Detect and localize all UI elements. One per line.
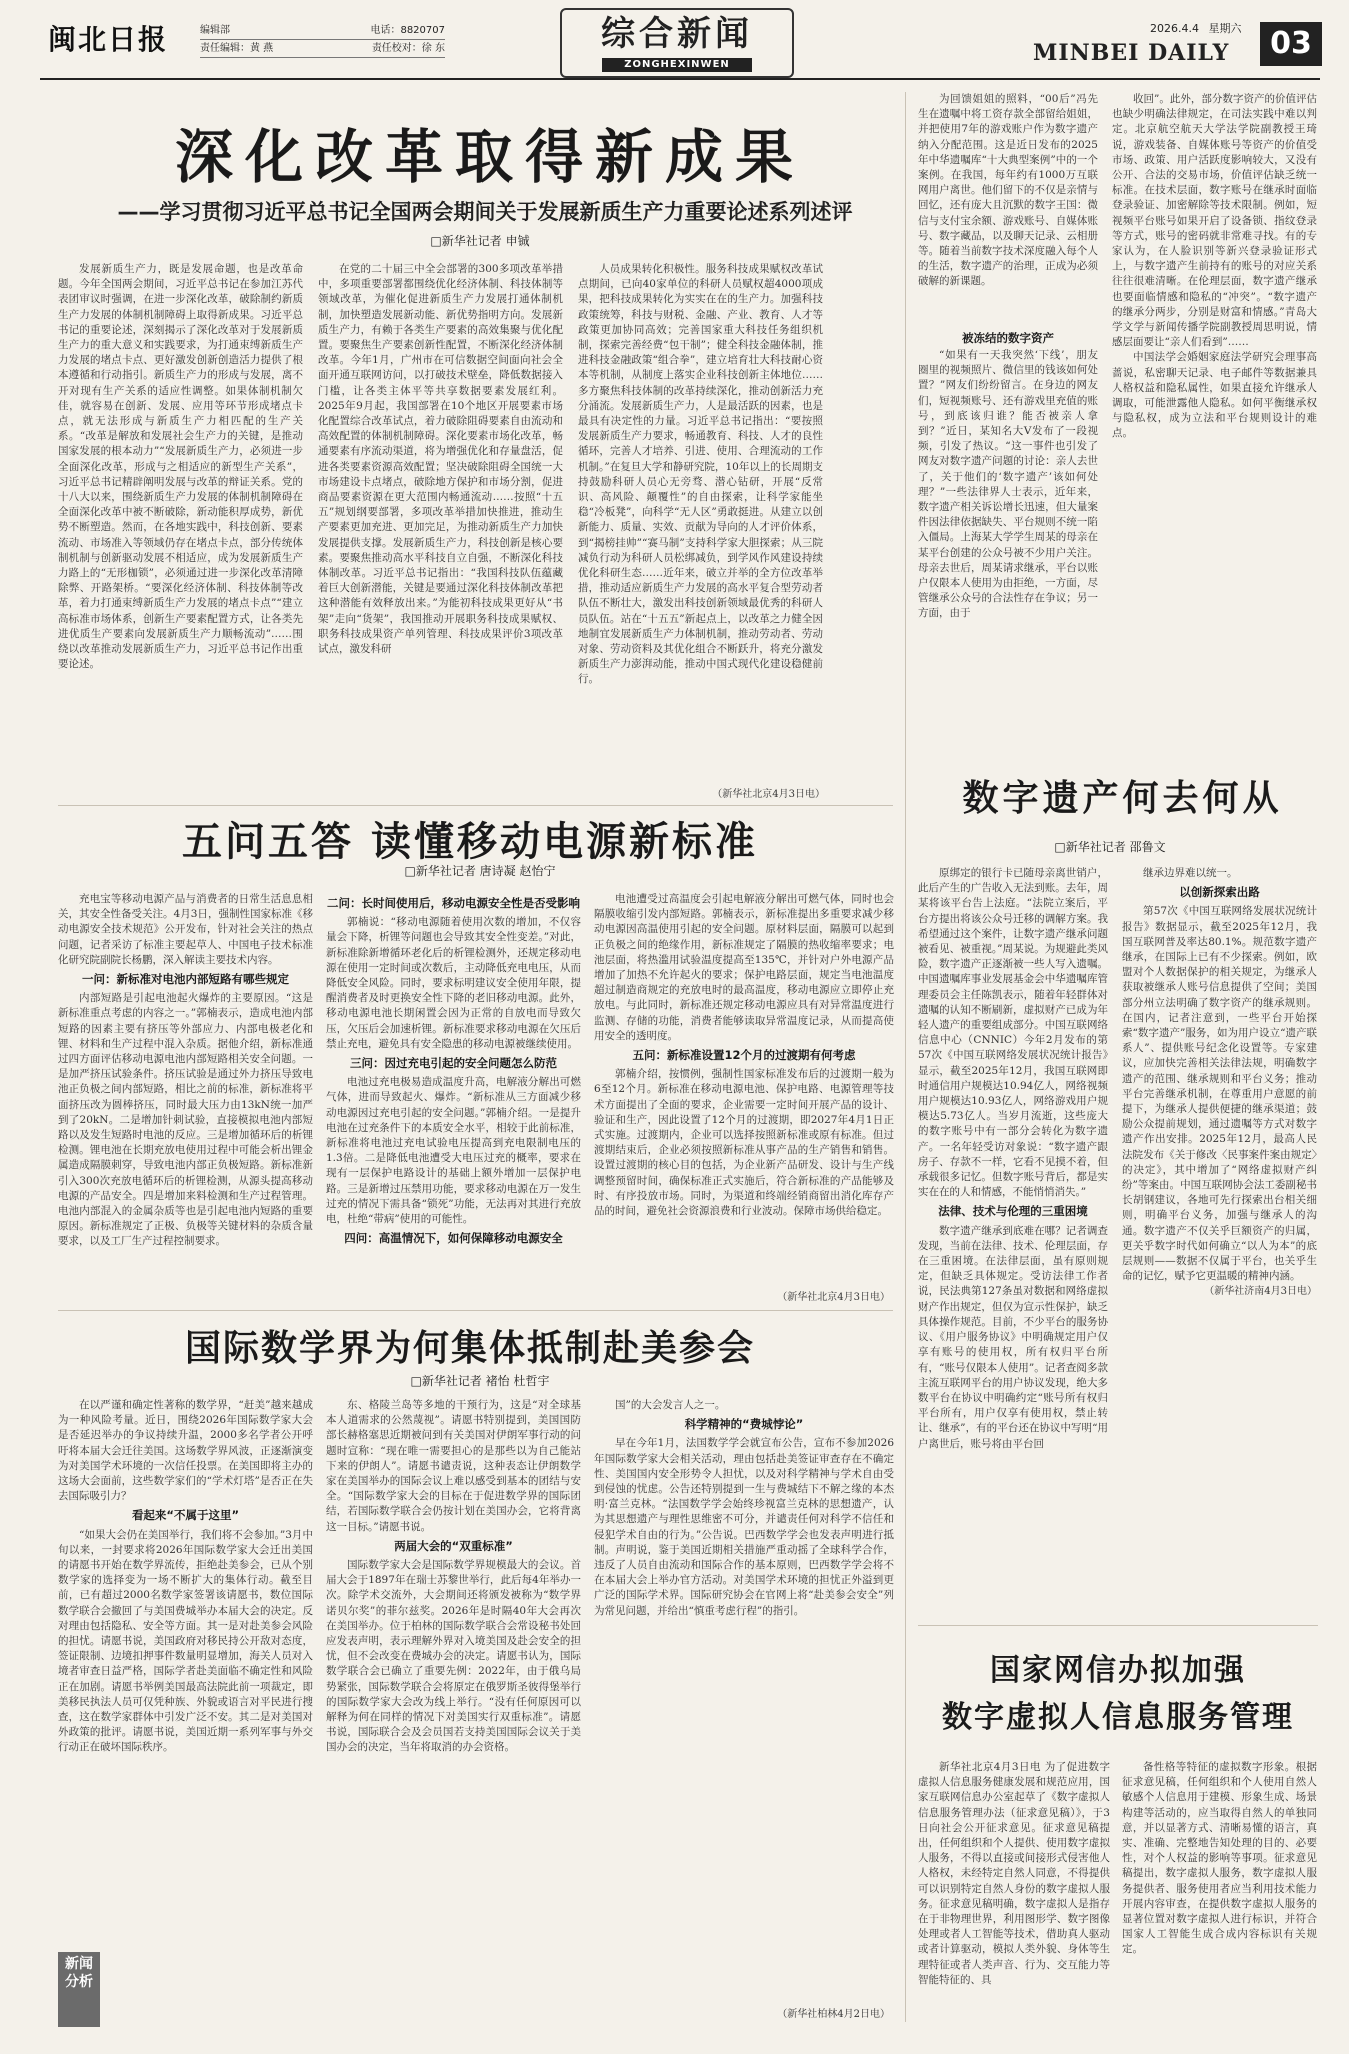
article-powerbank-intro: 充电宝等移动电源产品与消费者的日常生活息息相关，其安全性备受关注。4月3日，强制性国家标准《移动电源安全技术规范》公开发布，针对社会关注的热点问题，记者采访了标准主要起草人、中国电子技术标准化研究院副院长杨鹏，深入解读主要技术内容。	[58, 893, 313, 966]
article-virtual-col2-text: 备性格等特征的虚拟数字形象。根据征求意见稿，任何组织和个人使用自然人敏感个人信息用于建模、形象生成、场景构建等活动的，应当取得自然人的单独同意，并以显著方式、清晰易懂的语言，真实、准确、完整地告知处理的目的、必要性，对个人权益的影响等事项。征求意见稿提出，数字虚拟人服务，数字虚拟人服务提供者、服务使用者应当利用技术能力开展内容审查，在提供数字虚拟人服务的显著位置对数字虚拟人进行标识，并符合国家人工智能生成合成内容标识有关规定。	[1122, 1761, 1317, 1956]
article-reform-col1	[58, 262, 303, 797]
article-math-sub3: 科学精神的“费城悖论”	[684, 1417, 804, 1432]
article-reform-col3-text: 人员成果转化积极性。服务科技成果赋权改革试点期间，已向40家单位的科研人员赋权超4000项成果，把科技成果转化为实实在在的生产力。加强科技政策统筹，科技与财税、金融、产业、教育、人才等政策更加协同高效；完善国家重大科技任务组织机制，探索完善经费“包干制”；健全科技金融体制，推进科技金融政策“组合拳”，建立培育壮大科技耐心资本等机制，从制度上落实企业科技创新主体地位……多方聚焦科技体制的改革持续深化，推动创新活力充分涌流。发展新质生产力，人是最活跃的因素，也是最具有决定性的力量。习近平总书记指出：“要按照发展新质生产力要求，畅通教育、科技、人才的良性循环，完善人才培养、引进、使用、合理流动的工作机制。”在复旦大学和静研究院，10年以上的长周期支持鼓励科研人员心无旁骛、潜心钻研，开展“反常识、高风险、颠覆性”的自由探索，让科学家能坐稳“冷板凳”，向科学“无人区”勇敢挺进。从建立以创新能力、质量、实效、贡献为导向的人才评价体系，到“揭榜挂帅”“赛马制”支持科学家大胆探索；从三院减负行动为科研人员松绑减负，到学风作风建设持续优化科研生态……近年来，破立并举的全方位改革举措，推动适应新质生产力发展的高水平复合型劳动者队伍不断壮大，激发出科技创新领域最优秀的科研人员队伍。站在“十五五”新起点上，以改革之力健全因地制宜发展新质生产力体制机制，推动劳动者、劳动对象、劳动资料及其优化组合不断跃升，将充分激发新质生产力澎湃动能，推动中国式现代化建设稳健前行。	[578, 263, 823, 686]
article-powerbank-q3: 三问：因过充电引起的安全问题怎么防范	[350, 1056, 557, 1071]
article-digital-sub3: 以创新探索出路	[1179, 885, 1260, 900]
article-powerbank-q5: 五问：新标准设置12个月的过渡期有何考虑	[632, 1048, 856, 1063]
article-digital-sub1: 被冻结的数字资产	[962, 331, 1054, 345]
masthead-info	[200, 22, 445, 58]
section-pinyin: ZONGHEXINWEN	[602, 58, 752, 72]
section-title: 综合新闻	[601, 14, 753, 54]
article-powerbank-col3b: 郭楠介绍，按惯例，强制性国家标准发布后的过渡期一般为6至12个月。新标准在移动电源电池、保护电路、电源管理等技术方面提出了全面的要求，企业需要一定时间开展产品的设计、验证和生产，因此设置了12个月的过渡期，即2027年4月1日正式实施。过渡期内，企业可以选择按照新标准或原有标准。但过渡期结束后，企业必须按照新标准从事产品的生产销售和销售。设置过渡期的核心目的包括，为企业新产品研发、设计与生产线调整预留时间，确保标准正式实施后，符合新标准的产品能够及时、有序投放市场。同时，为渠道和终端经销商留出消化库存产品的时间，避免社会资源浪费和行业波动。保障市场供给稳定。	[594, 1068, 894, 1218]
article-reform-subtitle: ——学习贯彻习近平总书记全国两会期间关于发展新质生产力重要论述系列述评	[117, 200, 853, 224]
article-math-col3a-text: 国”的大会发言人之一。	[615, 1399, 726, 1411]
page-number: 03	[1260, 22, 1322, 66]
article-powerbank-col3a: 电池遭受过高温度会引起电解液分解出可燃气体，同时也会隔膜收缩引发内部短路。郭楠表示，新标准提出多重要求减少移动电源因高温使用引起的安全问题。原材料层面，隔膜可以起到正负极之间的绝缘作用，新标准规定了隔膜的热收缩率要求；电池层面，将热滥用试验温度提高至135℃，并针对户外电源产品增加了加热不允许起火的要求；保护电路层面，规定当电池温度超过制造商规定的充放电时的最高温度，移动电源应立即停止充放电。与此同时，新标准还规定移动电源应具有对异常温度进行监测、存储的功能，消费者能够读取异常温度记录，从而提高使用安全的透明度。	[594, 893, 894, 1042]
article-math-col1b-text: “如果大会仍在美国举行，我们将不会参加。”3月中旬以来，一封要求将2026年国际数学家大会迁出美国的请愿书开始在数学界流传，拒绝赴美参会，已从个别数学家的选择变为一场不断扩大的集体行动。截至目前，已有超过2000名数学家签署该请愿书，数位国际数学联合会撤回了与美国费城举办本届大会的决定。反对理由包括隐私、安全等方面。其一是对赴美参会风险的担忧。请愿书说，美国政府对移民持公开敌对态度，签证限制、边境扣押事件数量明显增加，海关人员对入境者审查日益严格，国际学者赴美面临不确定性和风险正在加剧。请愿书举例美国最高法院此前一项裁定，即美移民执法人员可仅凭种族、外貌或语言对平民进行搜查，这在数学家群体中引发广泛不安。其二是对美国对外政策的批评。请愿书说，美国近期一系列军事与外交行动正在破坏国际秩序。	[58, 1528, 313, 1754]
article-virtual-rule	[918, 1625, 1318, 1626]
news-analysis-label: 新闻分析	[65, 1956, 93, 1990]
article-powerbank-title: 五问五答 读懂移动电源新标准	[182, 819, 758, 865]
article-powerbank-byline: □新华社记者 唐诗凝 赵怡宁	[404, 864, 556, 878]
article-reform-col3	[578, 262, 823, 782]
masthead-editor: 责任编辑：黄 燕	[200, 43, 274, 54]
article-reform-dateline: （新华社北京4月3日电）	[712, 789, 825, 800]
article-virtual-col2	[1122, 1760, 1317, 2025]
masthead-meta-label: 编辑部	[200, 25, 230, 36]
issue-date: 2026.4.4	[1150, 22, 1199, 35]
article-powerbank-dateline: （新华社北京4月3日电）	[777, 1292, 890, 1303]
article-reform-col2-text: 在党的二十届三中全会部署的300多项改革举措中，多项重要部署都围绕优化经济体制、科技体制等领域改革，为催化促进新质生产力发展打通体制机制，加快塑造发展新动能、新优势指明方向。发展新质生产力，有赖于各类生产要素的高效集聚与优化配置。要聚焦生产要素创新性配置，不断深化经济体制改革。今年1月，广州市在可信数据空间面向社会全面开通互联网访问，以打破技术壁垒，降低数据接入门槛，让各类主体平等共享数据要素发展红利。2025年9月起，我国部署在10个地区开展要素市场化配置综合改革试点，着力破除阻碍要素自由流动和高效配置的体制机制障碍。深化要素市场化改革，畅通要素有序流动渠道，将为增强优化和存量盘活，促进各类要素资源高效配置；坚决破除阻碍全国统一大市场建设卡点堵点，破除地方保护和市场分割，促进商品要素资源在更大范围内畅通流动……按照“十五五”规划纲要部署，多项改革举措加快推进，推动生产要素更加充进、更加完足，为推动新质生产力加快发展提供支撑。发展新质生产力，科技创新是核心要素。要聚焦推动高水平科技自立自强，不断深化科技体制改革。习近平总书记指出：“我国科技队伍蕴藏着巨大创新潜能，关键是要通过深化科技体制改革把这种潜能有效释放出来。”为能初科技成果更好从“书架”走向“货架”，我国推动开展职务科技成果赋权、职务科技成果资产单列管理、科技成果评价3项改革试点，激发科研	[318, 263, 563, 656]
article-reform-col1-text: 发展新质生产力，既是发展命题，也是改革命题。今年全国两会期间，习近平总书记在参加江苏代表团审议时强调，在进一步深化改革，破除制约新质生产力发展的体制机制障碍上取得新成果。习近平总书记的重要论述，深刻揭示了深化改革对于发展新质生产力的重大意义和实践要求，为打通束缚新质生产力发展的堵点卡点、更好激发创新创造活力提供了根本遵循和行动指引。新质生产力的形成与发展，离不开对现有生产关系的适应性调整。如果体制机制欠佳，就容易在创新、发展、应用等环节形成堵点卡点，就无法形成与新质生产力相匹配的生产关系。“改革是解放和发展社会生产力的关键，是推动国家发展的根本动力”“发展新质生产力，必须进一步全面深化改革，形成与之相适应的新型生产关系”，习近平总书记精辟阐明发展与改革的辩证关系。党的十八大以来，围绕新质生产力发展的体制机制障碍在全面深化改革中被不断破除，新动能积厚成势，新优势不断塑造。然而，在各地实践中，科技创新、要素流动、市场准入等领域仍存在堵点卡点，部分传统体制机制与创新驱动发展不相适应，成为发展新质生产力路上的“无形枷锁”，必须通过进一步深化改革清障除弊、开路架桥。“要深化经济体制、科技体制等改革，着力打通束缚新质生产力发展的堵点卡点”“建立高标准市场体系，创新生产要素配置方式，让各类先进优质生产要素向发展新质生产力顺畅流动”……围绕以改革推动发展新质生产力，习近平总书记作出重要论述。	[58, 263, 303, 671]
article-powerbank-q4: 四问：高温情况下，如何保障移动电源安全	[344, 1231, 563, 1246]
article-digital-col-c1	[1112, 92, 1317, 732]
article-math-col2	[326, 1398, 581, 2023]
article-math-title: 国际数学界为何集体抵制赴美参会	[184, 1328, 755, 1369]
article-powerbank-col2b: 电池过充电极易造成温度升高，电解液分解出可燃气体，进而导致起火、爆炸。“新标准从三方面减少移动电源因过充电引起的安全问题。”郭楠介绍。一是提升电池在过充条件下的本质安全水平，相较于此前标准，新标准将电池过充电试验电压提高到充电限制电压的1.3倍。二是降低电池遭受大电压过充的概率，要求在现有一层保护电路设计的基础上额外增加一层保护电路。三是新增过压禁用功能，要求移动电源在万一发生过充的情况下需具备“锁死”功能，无法再对其进行充放电，杜绝“带病”使用的可能性。	[326, 1076, 581, 1226]
article-powerbank-col1	[58, 892, 313, 1302]
article-powerbank-col1b: 内部短路是引起电池起火爆炸的主要原因。“这是新标准重点考虑的内容之一。”郭楠表示，造成电池内部短路的因素主要有挤压等外部应力、内部电极老化和锂、材料和生产过程中混入杂质。据他介绍，新标准通过四方面评估移动电源电池内部短路相关安全问题。一是加严挤压试验条件。挤压试验是通过外力挤压导致电池正负极之间内部短路，相比之前的标准，新标准将平面挤压改为圆棒挤压，同时最大压力由13kN统一加严到了20kN。二是增加针刺试验，直接模拟电池内部短路以及发生短路时电池的反应。三是增加循环后的析锂检测。锂电池在长期充放电使用过程中可能会析出锂金属造成隔膜刺穿，导致电池内部正负极短路。新标准新引入300次充放电循环后的析锂检测，从源头提高移动电源的产品安全。四是增加来料检测和生产过程管理。电池内部混入的金属杂质等也是引起电池内短路的重要原因。新标准规定了正极、负极等关键材料的杂质含量要求，以及工厂生产过程控制要求。	[58, 992, 313, 1248]
article-virtual-col1-text: 新华社北京4月3日电 为了促进数字虚拟人信息服务健康发展和规范应用，国家互联网信息办公室起草了《数字虚拟人信息服务管理办法（征求意见稿）》，于3日向社会公开征求意见。征求意见稿提出，任何组织和个人提供、使用数字虚拟人服务，不得以直接或间接形式侵害他人人格权，未经特定自然人同意，不得提供可以识别特定自然人身份的数字虚拟人服务。征求意见稿明确，数字虚拟人是指存在于非物理世界，利用图形学、数字图像处理或者人工智能等技术，借助真人驱动或者计算驱动，模拟人类外貌、身体等生理特征或者人类声音、行为、交互能力等智能特征的、具	[918, 1761, 1110, 1986]
article-digital-col-c4-text: 第57次《中国互联网络发展状况统计报告》数据显示，截至2025年12月，我国互联网普及率达80.1%。规范数字遗产继承，在国际上已有不少探索。例如，欧盟对个人数据保护的相关规定，为继承人获取被继承人账号信息提供了空间；美国部分州立法明确了数字资产的继承规则。在国内，记者注意到，一些平台开始探索“数字遗产”服务，如为用户设立“遗产联系人”、提供账号纪念化设置等。专家建议，应加快完善相关法律法规，明确数字遗产的范围、继承规则和平台义务；推动平台完善继承机制，在尊重用户意愿的前提下，为继承人提供便捷的继承渠道；鼓励公众提前规划，通过遗嘱等方式对数字遗产作出安排。2025年12月，最高人民法院发布《关于修改〈民事案件案由规定〉的决定》，其中增加了“网络虚拟财产纠纷”等案由。中国互联网协会法工委副秘书长胡钢建议，各地可先行探索出台相关细则，明确平台义务，加强与继承人的沟通。数字遗产不仅关乎巨额资产的归属，更关乎数字时代如何确立“以人为本”的底层规则——数据不仅属于平台，也关乎生命的记忆，赋予它更温暖的精神内涵。	[1122, 905, 1317, 1283]
masthead-phone: 电话：8820707	[370, 25, 445, 36]
article-digital-col-c3-text: 继承边界难以统一。	[1143, 867, 1238, 879]
article-powerbank-q1: 一问：新标准对电池内部短路有哪些规定	[82, 972, 289, 987]
article-math-sub1: 看起来“不属于这里”	[131, 1508, 240, 1523]
article-reform-col2	[318, 262, 563, 797]
issue-weekday: 星期六	[1208, 22, 1242, 35]
article-powerbank-rule	[58, 805, 893, 806]
article-digital-col-a-text: “如果有一天我突然‘下线’，朋友圈里的视频照片、微信里的钱该如何处置？”网友们纷纷留言。在身边的网友们，短视频账号、还有游戏里充值的账号，到底该归谁？能否被亲人拿到？”近日，某知名大V发布了一段视频，引发了热议。“这一事件也引发了网友对数字遗产问题的讨论：亲人去世了，关于他们的‘数字遗产’该如何处理？”一些法律界人士表示，近年来，数字遗产相关诉讼增长迅速，但大量案件因法律依据缺失、平台规则不统一陷入僵局。上海某大学学生周某的母亲在某平台创建的公众号被不少用户关注。母亲去世后，周某请求继承，平台以账户仅限本人使用为由拒绝，一方面，尽管继承公众号的合法性存在争议；另一方面，由于	[918, 349, 1098, 620]
article-powerbank-col2	[326, 892, 581, 1302]
article-math-col3b-text: 早在今年1月，法国数学学会就宣布公告，宣布不参加2026年国际数学家大会相关活动，理由包括赴美签证审查存在不确定性、美国国内安全形势令人担忧，以及对科学精神与学术自由受到侵蚀的忧虑。公告还特别提到一生与费城结下不解之缘的本杰明·富兰克林。“法国数学学会始终珍视富兰克林的思想遗产，认为其思想遗产与理性思维密不可分，并谴责任何对科学不信任和侵犯学术自由的行为。”公告说。巴西数学学会也发表声明进行抵制。声明说，鉴于美国近期相关措施严重动摇了全球科学合作，违反了人员自由流动和国际合作的基本原则，巴西数学学会将不在本届大会上举办官方活动。对美国学术环境的担忧正外溢到更广泛的国际学术界。国际研究协会在官网上将“赴美参会安全”列为常见问题，并给出“慎重考虑行程”的指引。	[594, 1437, 894, 1617]
article-digital-top-text: 为回馈姐姐的照料，“00后”冯先生在遗嘱中将工资存款全部留给姐姐，并把使用7年的游戏账户作为数字遗产纳入分配范围。这是近日发布的2025年中华遗嘱库“十大典型案例”中的一个案例。在我国，每年约有1000万互联网用户离世。他们留下的不仅是亲情与回忆，还有庞大且沉默的数字王国：微信与支付宝余额、游戏账号、自媒体账号、数字藏品，以及聊天记录、云相册等。随着当前数字技术深度融入每个人的生活，数字遗产的治理，正成为必须破解的新课题。	[918, 93, 1098, 288]
article-digital-sub2: 法律、技术与伦理的三重困境	[938, 1204, 1088, 1219]
article-virtual-title-1: 国家网信办拟加强	[990, 1653, 1246, 1688]
article-powerbank-col2a: 郭楠说：“移动电源随着使用次数的增加，不仅容量会下降，析锂等问题也会导致其安全性变差。”对此，新标准除新增循环老化后的析锂检测外，还规定移动电源在使用一定时间或次数后，主动降低充电电压，从而降低安全风险。同时，要求标明建议安全使用年限，提醒消费者及时更换安全性下降的老旧移动电源。此外，移动电源电池长期闲置会因为正常的自放电而导致欠压，欠压后会加速析锂。新标准要求移动电源在欠压后禁止充电，避免具有安全隐患的移动电源被继续使用。	[326, 916, 581, 1050]
article-digital-col-b1-text: 原绑定的银行卡已随母亲离世销户，此后产生的广告收入无法到账。去年，周某将该平台告上法庭。“法院立案后，平台方提出将该公众号迁移的调解方案。我希望通过这个案件，让数字遗产继承问题被看见、被重视。”周某说。为规避此类风险，数字遗产正逐渐被一些人写入遗嘱。中国遗嘱库事业发展基金会中华遗嘱库管理委员会主任陈凯表示，随着年轻群体对遗嘱的认知不断刷新，虚拟财产已成为年轻人遗产的重要组成部分。中国互联网络信息中心（CNNIC）今年2月发布的第57次《中国互联网络发展状况统计报告》显示，截至2025年12月，我国互联网即时通信用户规模达10.94亿人，网络视频用户规模达10.93亿人，网络游戏用户规模达5.73亿人。当岁月流逝，这些庞大的数字账号中有一部分会转化为数字遗产。一名年轻受访对象说：“数字遗产跟房子、存款不一样，它看不见摸不着，但承载很多记忆。但数字账号背后，都是实实在在的人和情感，不能悄悄消失。”	[918, 867, 1108, 1199]
masthead	[0, 0, 1349, 80]
article-virtual-title-2: 数字虚拟人信息服务管理	[942, 1700, 1294, 1735]
article-digital-col-b2-text: 数字遗产继承到底难在哪？记者调查发现，当前在法律、技术、伦理层面，存在三重困境。在法律层面，虽有原则规定，但缺乏具体规定。受访法律工作者说，民法典第127条虽对数据和网络虚拟财产作出规定，但仅为宣示性保护，缺乏具体操作规范。目前，不少平台的服务协议、《用户服务协议》中明确规定用户仅享有账号的使用权，所有权归平台所有，“账号仅限本人使用”。记者查阅多款主流互联网平台的用户协议发现，绝大多数平台在协议中明确约定“账号所有权归平台所有，用户仅享有使用权，禁止转让、继承”，有的平台还在协议中写明“用户离世后，账号将由平台回	[918, 1224, 1108, 1450]
news-analysis-box	[58, 1952, 100, 2027]
article-math-dateline: （新华社柏林4月2日电）	[777, 2009, 890, 2020]
issue-date-row	[1150, 20, 1241, 36]
article-digital-col-c	[1122, 866, 1317, 1606]
article-digital-title: 数字遗产何去何从	[962, 778, 1283, 819]
article-math-col1	[58, 1398, 313, 1943]
article-powerbank-col3	[594, 892, 894, 1287]
article-math-col2b-text: 国际数学家大会是国际数学界规模最大的会议。首届大会于1897年在瑞士苏黎世举行，此后每4年举办一次。除学术交流外，大会期间还将颁发被称为“数学界诺贝尔奖”的菲尔兹奖。2026年是时隔40年大会再次在美国举办。位于柏林的国际数学联合会常设秘书处回应发表声明，表示理解外界对入境美国及赴会安全的担忧，但不会改变在费城办会的决定。请愿书认为，国际数学联合会已确立了重要先例：2022年，由于俄乌局势紧张，国际数学联合会将原定在俄罗斯圣彼得堡举行的国际数学家大会改为线上举行。“没有任何原因可以解释为何在同样的情况下对美国实行双重标准”。请愿书说，国际联合会及会员国若支持美国国际会议关于美国办会的决定，当年将取消的办会资格。	[326, 1559, 581, 1754]
article-digital-byline: □新华社记者 邵鲁文	[1054, 840, 1166, 854]
column-divider	[905, 92, 906, 2022]
article-digital-col-c1-text: 收回”。此外，部分数字资产的价值评估也缺少明确法律规定，在司法实践中难以判定。北京航空航天大学法学院副教授王琦说，游戏装备、自媒体账号等资产的价值受市场、政策、用户活跃度影响较大，又没有公开、合法的交易市场，价值评估缺乏统一标准。在技术层面，数字账号在继承时面临登录验证、加密解除等技术限制。例如，短视频平台账号如果开启了设备锁、指纹登录等方式，账号的密码就非常难寻找。有的专家认为，在人脸识别等新兴登录验证形式上，与数字遗产生前持有的账号的对应关系往往很难清晰。在伦理层面，数字遗产继承也要面临情感和隐私的“冲突”。“数字遗产的继承分两步，分别是财富和情感。”青岛大学文学与新闻传播学院副教授周思明说，情感层面要让“亲人们看到”……	[1112, 93, 1317, 349]
article-reform-title: 深化改革取得新成果	[174, 123, 805, 191]
paper-name-en: MINBEI DAILY	[1033, 40, 1230, 66]
article-math-rule	[58, 1310, 893, 1311]
article-math-byline: □新华社记者 褚怡 杜哲宇	[410, 1374, 550, 1388]
article-math-col1-text: 在以严谨和确定性著称的数学界，“赶美”越来越成为一种风险考量。近日，围绕2026年国际数学家大会是否延迟举办的争议持续升温，2000多名学者公开呼吁将本届大会迁往美国。这场数学界风波，正逐渐演变为对美国学术环境的一次信任投票。在美国即将主办的这场大会面前，这些数学家们的“学术灯塔”是否正在失去国际吸引力？	[58, 1399, 313, 1503]
article-digital-col-top	[918, 92, 1098, 324]
article-digital-col-b	[918, 866, 1108, 1606]
article-digital-dateline: （新华社济南4月3日电）	[1204, 1286, 1317, 1298]
article-powerbank-q2: 二问：长时间使用后，移动电源安全性是否受影响	[327, 896, 580, 910]
article-math-col3	[594, 1398, 894, 1998]
masthead-proof: 责任校对：徐 东	[371, 43, 445, 54]
article-reform-byline: □新华社记者 申铖	[430, 234, 530, 248]
paper-name-logo: 闽北日报	[48, 23, 169, 56]
section-badge	[560, 8, 794, 78]
masthead-rule	[40, 78, 1320, 80]
article-virtual-col1	[918, 1760, 1110, 2025]
article-digital-col-a	[918, 348, 1098, 768]
article-math-sub2: 两届大会的“双重标准”	[394, 1538, 513, 1553]
article-digital-col-c2-text: 中国法学会婚姻家庭法学研究会理事高蔷说，私密聊天记录、电子邮件等数据兼具人格权益和隐私属性，如果直接允许继承人调取，可能泄露他人隐私。如何平衡继承权与隐私权，成为立法和平台规则设计的难点。	[1112, 351, 1317, 440]
article-math-col2a-text: 东、格陵兰岛等多地的干预行为，这是“对全球基本人道需求的公然蔑视”。请愿书特别提到，美国国防部长赫格塞思近期被问到有关美国对伊朗军事行动的问题时宣称：“现在唯一需要担心的是那些以为自己能站下来的伊朗人”。请愿书谴责说，这种表态让伊朗数学家在美国举办的国际会议上难以感受到基本的团结与安全。“国际数学家大会的目标在于促进数学界的国际团结，若国际数学联合会仍按计划在美国办会，它将背离这一目标。”请愿书说。	[326, 1399, 581, 1533]
